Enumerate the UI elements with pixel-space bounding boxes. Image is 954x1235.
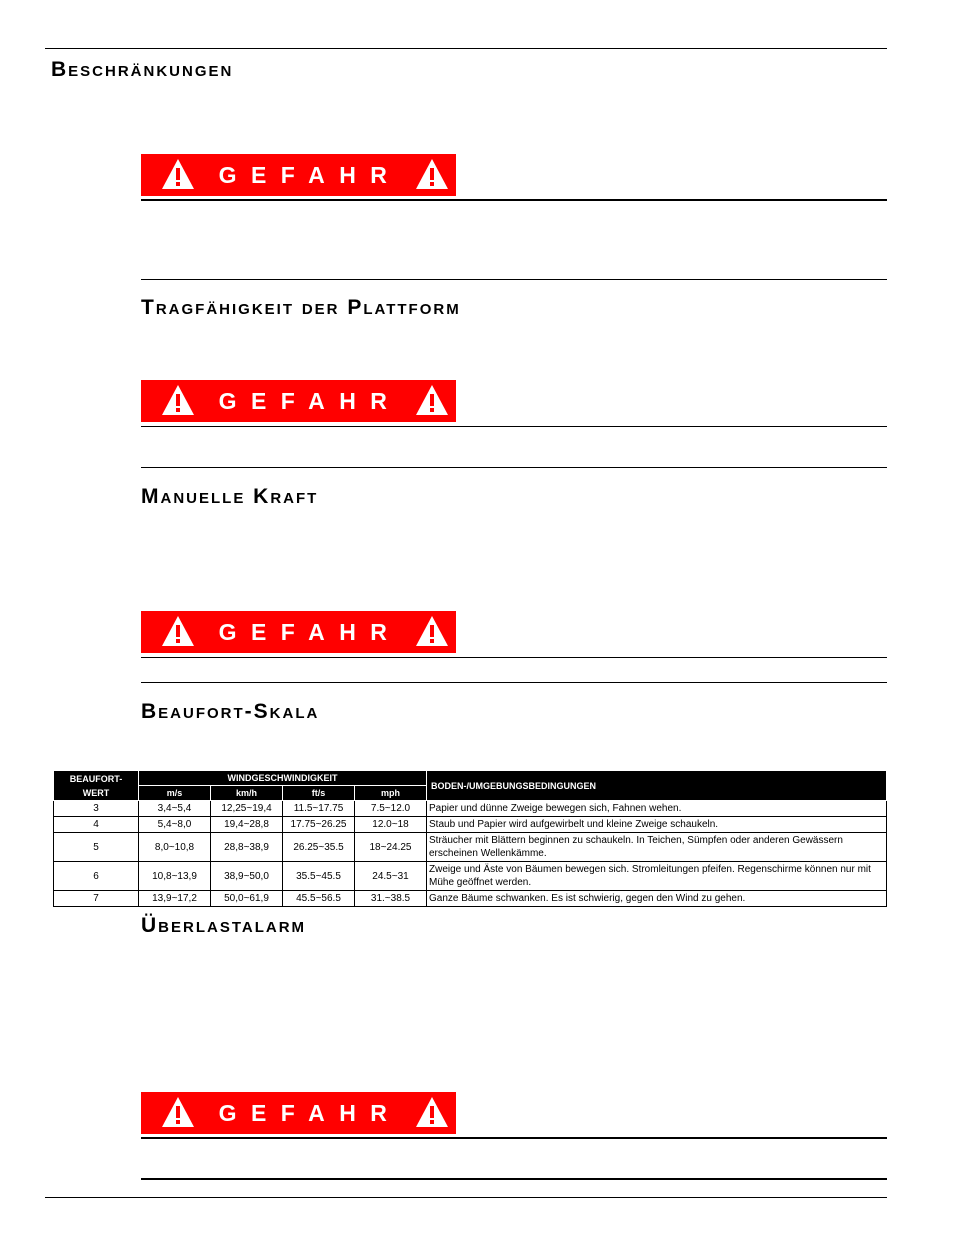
heading-platform-capacity: Tragfähigkeit der Plattform	[141, 296, 461, 319]
danger-banner-2	[141, 380, 456, 422]
page-bottom-rule	[45, 1197, 887, 1198]
warning-triangle-icon	[415, 615, 449, 647]
warning-triangle-icon	[415, 1096, 449, 1128]
beaufort-table	[53, 770, 887, 907]
heading-restrictions: Beschränkungen	[51, 58, 234, 81]
cell-conditions: Zweige und Äste von Bäumen bewegen sich. Stromleitungen pfeifen. Regenschirme können nur mit Mühe geöffnet werden.	[427, 862, 887, 891]
danger-label: GEFAHR	[218, 162, 402, 188]
cell-conditions: Papier und dünne Zweige bewegen sich, Fahnen wehen.	[427, 801, 887, 817]
danger-label: GEFAHR	[218, 619, 402, 645]
unit-mph: mph	[355, 786, 427, 801]
header-conditions: BODEN-/UMGEBUNGSBEDINGUNGEN	[427, 771, 887, 801]
cell-mph: 12.0~18	[355, 817, 427, 833]
section-rule-4	[141, 1178, 887, 1180]
warning-triangle-icon	[161, 1096, 195, 1128]
table-row	[54, 833, 887, 862]
cell-kmh: 19,4~28,8	[211, 817, 283, 833]
heading-manual-force: Manuelle Kraft	[141, 485, 319, 508]
cell-ms: 5,4~8,0	[139, 817, 211, 833]
cell-mph: 18~24.25	[355, 833, 427, 862]
cell-ms: 8,0~10,8	[139, 833, 211, 862]
header-wind-speed: WINDGESCHWINDIGKEIT	[139, 771, 427, 786]
cell-kmh: 12,25~19,4	[211, 801, 283, 817]
heading-overload-alarm: Überlastalarm	[141, 914, 307, 937]
danger-banner-4	[141, 1092, 456, 1134]
cell-conditions: Sträucher mit Blättern beginnen zu schaukeln. In Teichen, Sümpfen oder anderen Gewässern erscheinen Wellenkämme.	[427, 833, 887, 862]
danger-label: GEFAHR	[218, 1100, 402, 1126]
section-rule-3	[141, 682, 887, 683]
warning-triangle-icon	[415, 158, 449, 190]
cell-mph: 31.~38.5	[355, 891, 427, 907]
cell-value: 3	[54, 801, 139, 817]
table-row	[54, 891, 887, 907]
danger-rule-1	[141, 199, 887, 201]
cell-fts: 17.75~26.25	[283, 817, 355, 833]
cell-fts: 11.5~17.75	[283, 801, 355, 817]
cell-fts: 45.5~56.5	[283, 891, 355, 907]
warning-triangle-icon	[161, 384, 195, 416]
danger-banner-3	[141, 611, 456, 653]
unit-kmh: km/h	[211, 786, 283, 801]
cell-ms: 3,4~5,4	[139, 801, 211, 817]
cell-mph: 24.5~31	[355, 862, 427, 891]
heading-beaufort-scale: Beaufort-Skala	[141, 700, 320, 723]
cell-fts: 35.5~45.5	[283, 862, 355, 891]
cell-value: 7	[54, 891, 139, 907]
danger-rule-3	[141, 657, 887, 658]
cell-value: 4	[54, 817, 139, 833]
cell-ms: 13,9~17,2	[139, 891, 211, 907]
warning-triangle-icon	[161, 158, 195, 190]
unit-fts: ft/s	[283, 786, 355, 801]
page-top-rule	[45, 48, 887, 49]
cell-conditions: Staub und Papier wird aufgewirbelt und kleine Zweige schaukeln.	[427, 817, 887, 833]
unit-ms: m/s	[139, 786, 211, 801]
warning-triangle-icon	[161, 615, 195, 647]
danger-label: GEFAHR	[218, 388, 402, 414]
section-rule-1	[141, 279, 887, 280]
cell-kmh: 38,9~50,0	[211, 862, 283, 891]
cell-ms: 10,8~13,9	[139, 862, 211, 891]
header-beaufort-value: BEAUFORT-WERT	[54, 771, 139, 801]
table-row	[54, 862, 887, 891]
danger-rule-2	[141, 426, 887, 427]
cell-mph: 7.5~12.0	[355, 801, 427, 817]
table-row	[54, 801, 887, 817]
cell-value: 5	[54, 833, 139, 862]
warning-triangle-icon	[415, 384, 449, 416]
cell-conditions: Ganze Bäume schwanken. Es ist schwierig, gegen den Wind zu gehen.	[427, 891, 887, 907]
cell-fts: 26.25~35.5	[283, 833, 355, 862]
cell-value: 6	[54, 862, 139, 891]
danger-rule-4	[141, 1137, 887, 1139]
section-rule-2	[141, 467, 887, 468]
table-row	[54, 817, 887, 833]
cell-kmh: 50,0~61,9	[211, 891, 283, 907]
cell-kmh: 28,8~38,9	[211, 833, 283, 862]
danger-banner-1	[141, 154, 456, 196]
